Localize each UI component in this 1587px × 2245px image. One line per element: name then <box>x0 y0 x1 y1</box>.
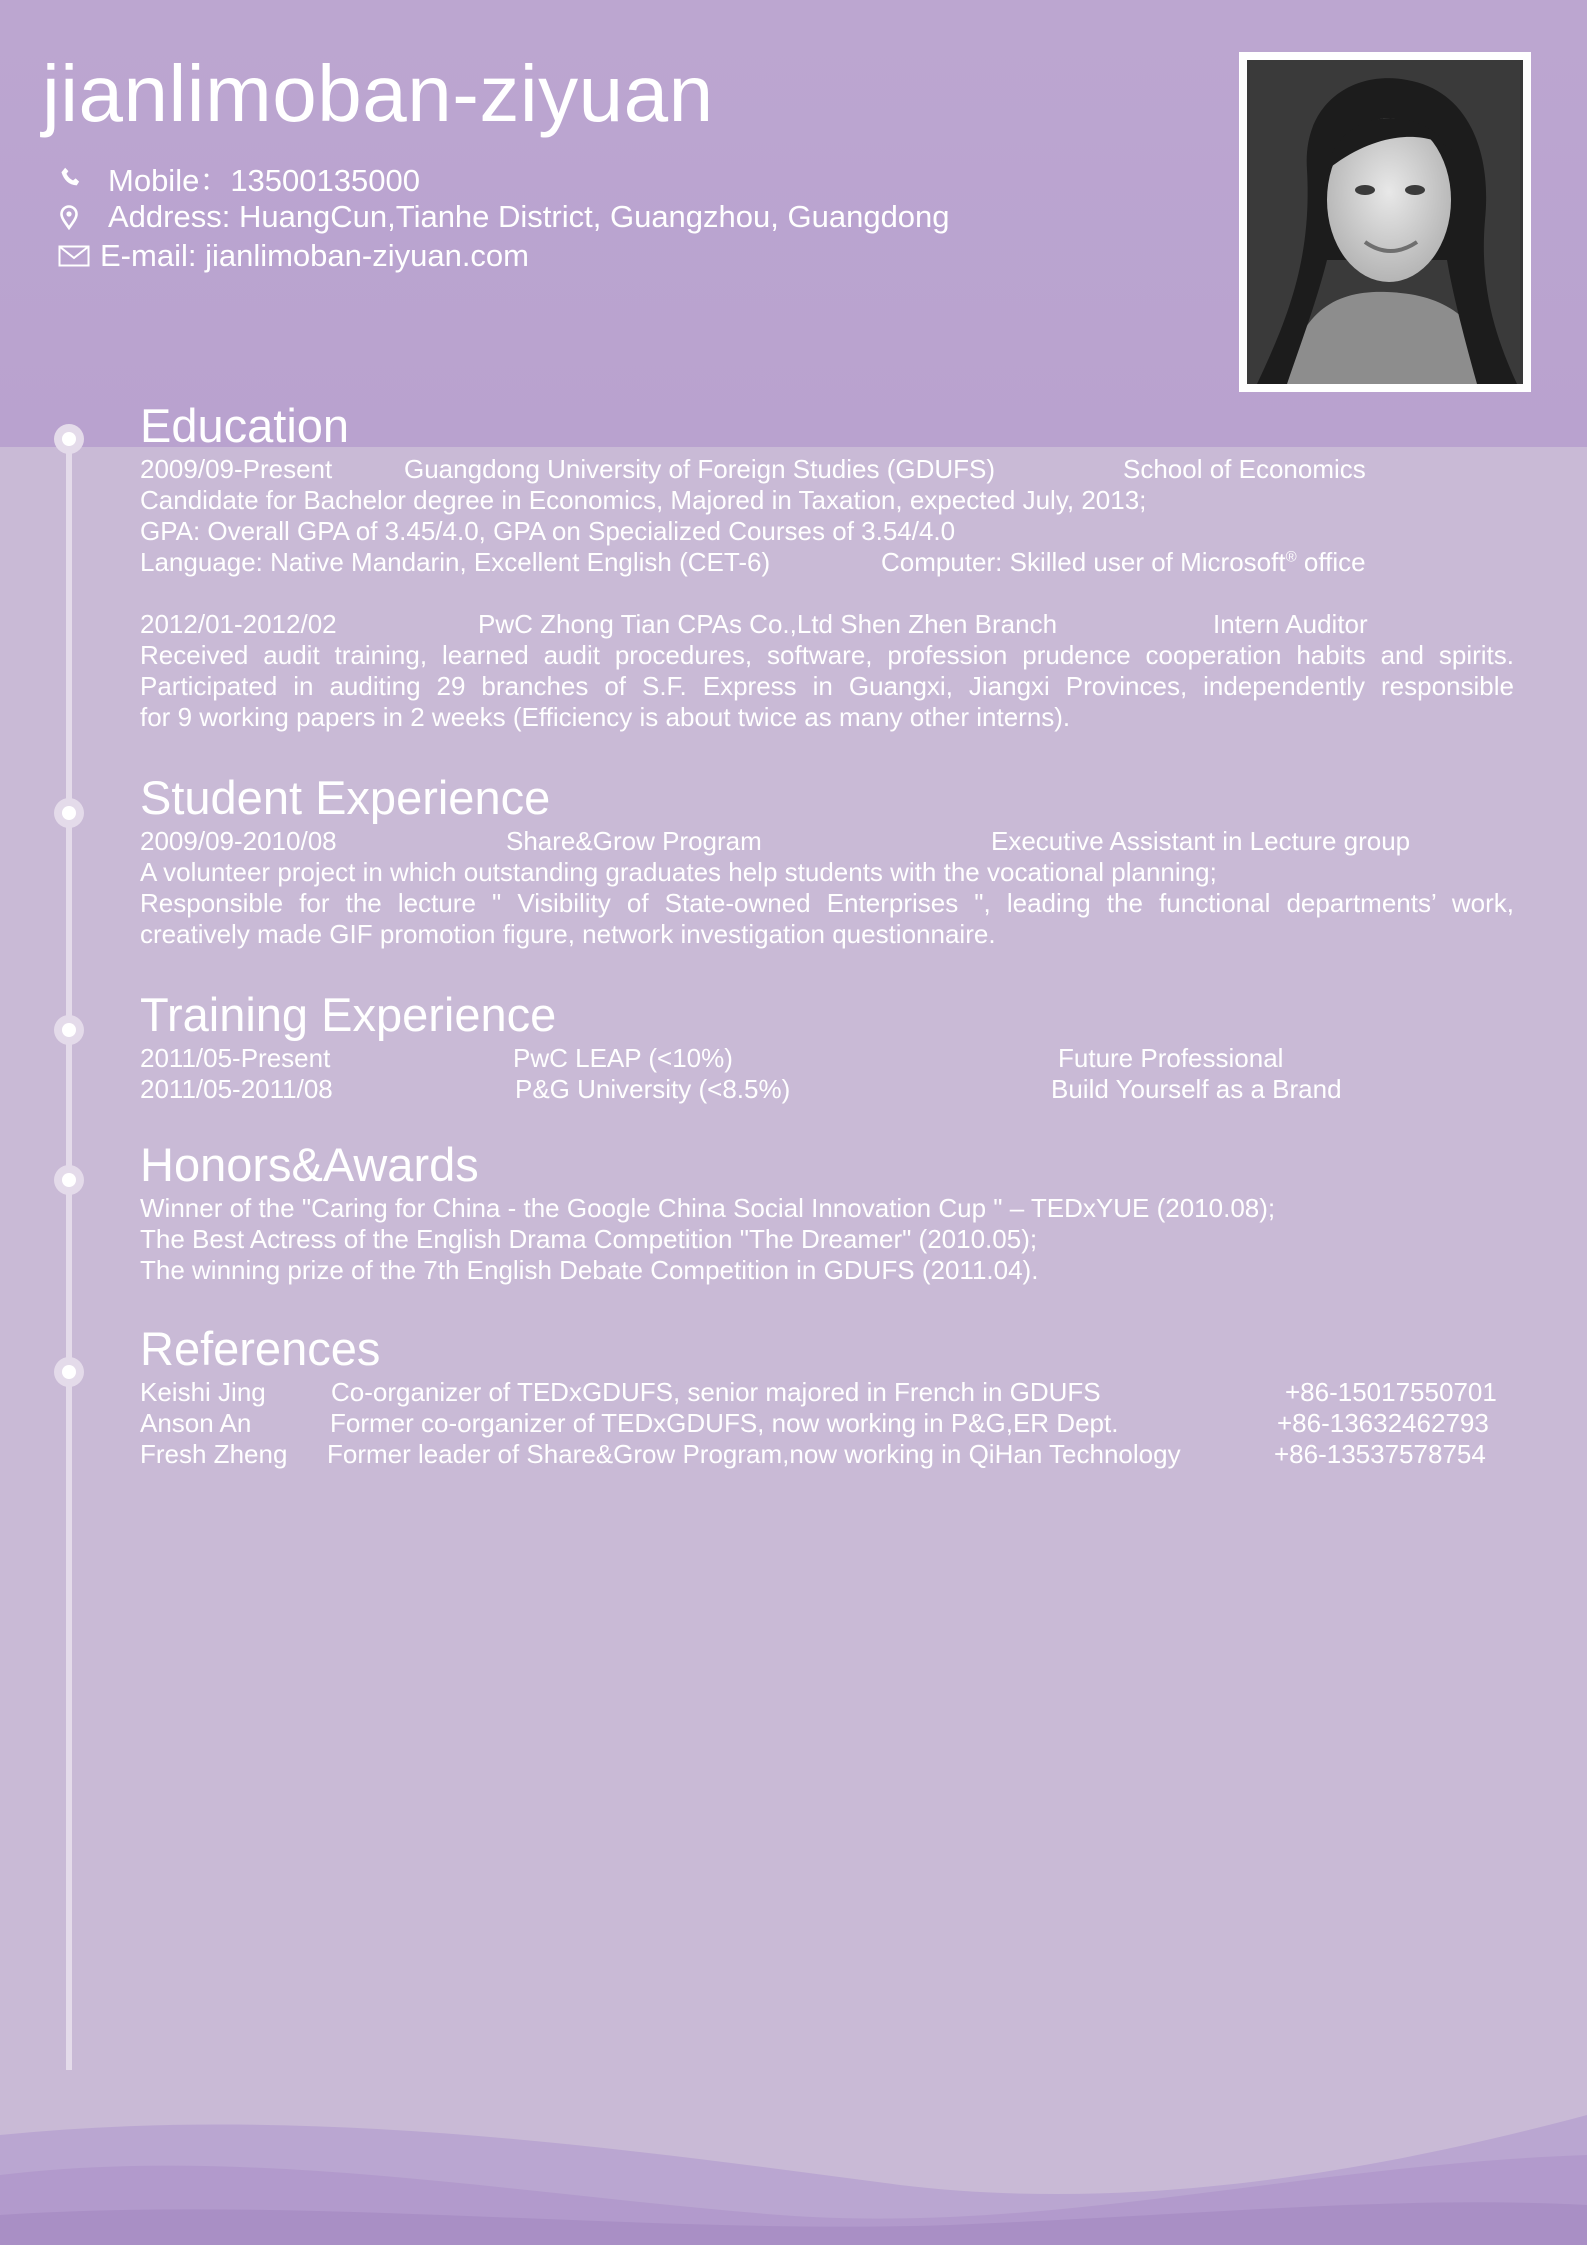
student-line1: A volunteer project in which outstanding graduates help students with the vocational planning; <box>140 857 1217 887</box>
education-entry1-gpa: GPA: Overall GPA of 3.45/4.0, GPA on Specialized Courses of 3.54/4.0 <box>140 516 956 546</box>
reference-desc: Former leader of Share&Grow Program,now working in QiHan Technology <box>327 1439 1181 1469</box>
education-entry2-header <box>140 609 1514 640</box>
training-row2-date: 2011/05-2011/08 <box>140 1074 333 1104</box>
education-computer-tail: office <box>1296 547 1366 577</box>
contact-info <box>58 158 950 275</box>
education-entry1-skills <box>140 547 1514 578</box>
honor-item: The winning prize of the 7th English Debate Competition in GDUFS (2011.04). <box>140 1255 1039 1285</box>
reference-phone: +86-13632462793 <box>1277 1408 1489 1438</box>
student-header <box>140 826 1514 857</box>
profile-photo <box>1247 60 1523 384</box>
student-line3: creatively made GIF promotion figure, network investigation questionnaire. <box>140 919 996 949</box>
education-entry2-line2: Participated in auditing 29 branches of S.F. Express in Guangxi, Jiangxi Provinces, independently responsible <box>140 671 1514 701</box>
registered-mark: ® <box>1285 548 1297 566</box>
reference-row <box>140 1377 1514 1408</box>
profile-photo-frame <box>1239 52 1531 392</box>
student-section <box>140 772 1514 950</box>
phone-icon <box>58 165 108 191</box>
reference-row <box>140 1408 1514 1439</box>
reference-name: Anson An <box>140 1408 252 1438</box>
timeline-dot-training <box>54 1015 84 1045</box>
student-org: Share&Grow Program <box>506 826 762 856</box>
training-row2-org: P&G University (<8.5%) <box>515 1074 791 1104</box>
student-role: Executive Assistant in Lecture group <box>991 826 1411 856</box>
candidate-name: jianlimoban-ziyuan <box>42 49 714 138</box>
location-pin-icon <box>58 204 108 230</box>
mobile-text: Mobile：13500135000 <box>108 163 420 198</box>
student-title: Student Experience <box>140 771 551 824</box>
student-line2: Responsible for the lecture " Visibility of State-owned Enterprises ", leading the functional departments’ work, <box>140 888 1514 918</box>
honor-item: The Best Actress of the English Drama Competition "The Dreamer" (2010.05); <box>140 1224 1038 1254</box>
references-title: References <box>140 1322 381 1375</box>
reference-phone: +86-15017550701 <box>1285 1377 1497 1407</box>
address-text: Address: HuangCun,Tianhe District, Guangzhou, Guangdong <box>108 198 950 234</box>
training-title: Training Experience <box>140 988 557 1041</box>
education-entry2-org: PwC Zhong Tian CPAs Co.,Ltd Shen Zhen Branch <box>478 609 1058 639</box>
training-row1-date: 2011/05-Present <box>140 1043 331 1073</box>
education-entry2-line1: Received audit training, learned audit procedures, software, profession prudence cooperation habits and spirits. <box>140 640 1514 670</box>
contact-address <box>58 197 950 236</box>
contact-email <box>58 236 950 275</box>
education-language: Language: Native Mandarin, Excellent English (CET-6) <box>140 547 771 577</box>
contact-mobile <box>58 158 950 197</box>
training-row <box>140 1043 1514 1074</box>
training-row1-role: Future Professional <box>1058 1043 1284 1073</box>
student-date: 2009/09-2010/08 <box>140 826 337 856</box>
training-row2-role: Build Yourself as a Brand <box>1051 1074 1342 1104</box>
education-entry2-role: Intern Auditor <box>1213 609 1368 639</box>
email-text: E-mail: jianlimoban-ziyuan.com <box>100 237 529 273</box>
honors-section <box>140 1139 1514 1286</box>
reference-phone: +86-13537578754 <box>1274 1439 1486 1469</box>
timeline-line <box>66 440 72 2070</box>
education-entry1-org: Guangdong University of Foreign Studies (GDUFS) <box>404 454 996 484</box>
training-row1-org: PwC LEAP (<10%) <box>513 1043 733 1073</box>
education-entry1-date: 2009/09-Present <box>140 454 333 484</box>
timeline-dot-honors <box>54 1165 84 1195</box>
education-computer-text: Computer: Skilled user of Microsoft <box>881 547 1286 577</box>
decorative-waves <box>0 2105 1587 2245</box>
reference-row <box>140 1439 1514 1470</box>
education-section <box>140 400 1514 733</box>
training-row <box>140 1074 1514 1105</box>
education-entry1-role: School of Economics <box>1123 454 1366 484</box>
education-computer <box>881 547 1366 578</box>
education-entry2-line3: for 9 working papers in 2 weeks (Efficiency is about twice as many other interns). <box>140 702 1071 732</box>
timeline-dot-education <box>54 424 84 454</box>
honor-item: Winner of the "Caring for China - the Google China Social Innovation Cup " – TEDxYUE (2010.08); <box>140 1193 1276 1223</box>
education-title: Education <box>140 399 350 452</box>
envelope-icon <box>58 245 100 267</box>
reference-name: Keishi Jing <box>140 1377 266 1407</box>
reference-name: Fresh Zheng <box>140 1439 288 1469</box>
references-section <box>140 1323 1514 1470</box>
timeline-dot-student <box>54 798 84 828</box>
education-entry1-header <box>140 454 1514 485</box>
education-entry2-date: 2012/01-2012/02 <box>140 609 337 639</box>
education-entry1-degree: Candidate for Bachelor degree in Economics, Majored in Taxation, expected July, 2013; <box>140 485 1147 515</box>
reference-desc: Former co-organizer of TEDxGDUFS, now working in P&G,ER Dept. <box>330 1408 1119 1438</box>
timeline-dot-references <box>54 1357 84 1387</box>
training-section <box>140 989 1514 1105</box>
reference-desc: Co-organizer of TEDxGDUFS, senior majored in French in GDUFS <box>331 1377 1101 1407</box>
honors-title: Honors&Awards <box>140 1138 479 1191</box>
